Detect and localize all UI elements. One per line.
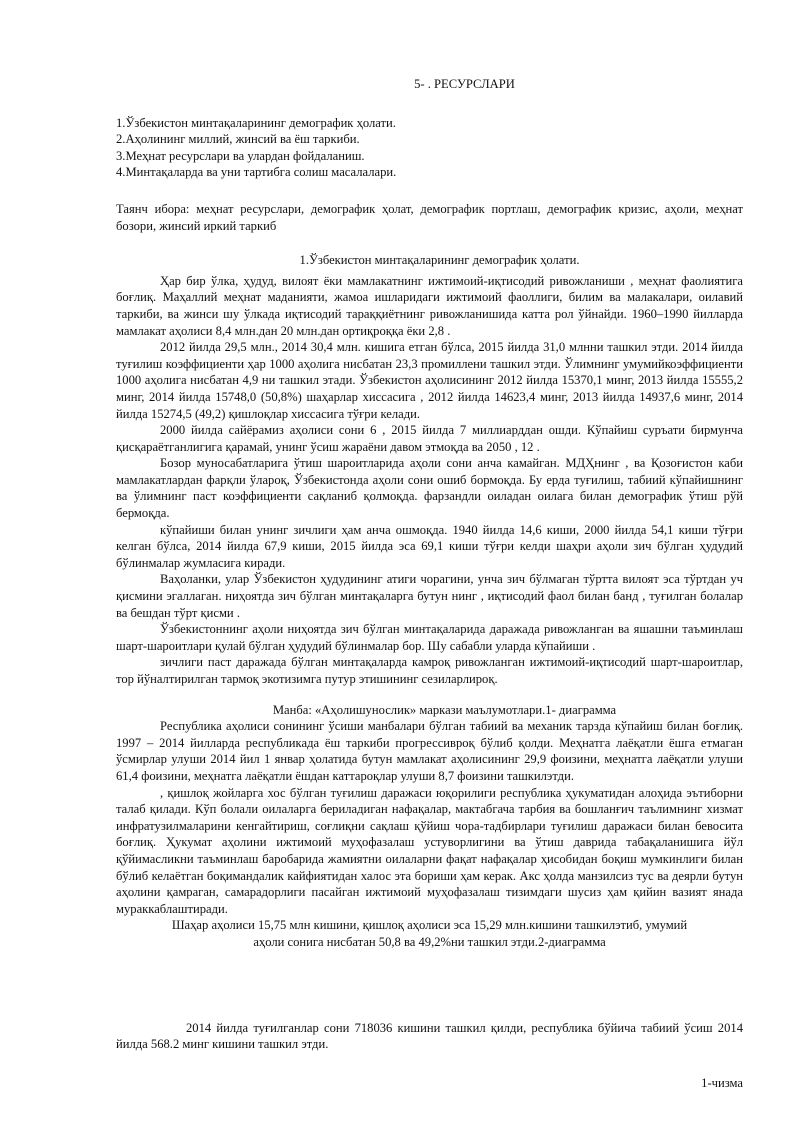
toc-item: 4.Минтақаларда ва уни тартибга солиш масалалари. — [116, 165, 397, 180]
body-paragraph: кўпайиши билан унинг зичлиги ҳам анча ошмоқда. 1940 йилда 14,6 киши, 2000 йилда 54,1 киши тўғри келган бўлса, 2014 йилда 67,9 киши, 2015 йилда эса 69,1 киши тўғри келди шаҳри аҳоли зич бўлган ҳудудий бўлинмалар жумласига киради. — [116, 522, 743, 570]
body-paragraph: Республика аҳолиси сонининг ўсиши манбалари бўлган табиий ва механик тарзда кўпайиш билан боғлиқ. 1997 – 2014 йилларда республикада ёш таркиби прогрессивроқ бўлиб қолди. Меҳнатга лаёқатли ёшга етмаган ўсмирлар улуши 2014 йил 1 январ ҳолатида бутун мамлакат аҳолисининг 29,9 фоизини, меҳнатга лаёқатли улуши 61,4 фоизини, меҳнатга лаёқатли ёшдан каттароқлар улуши 8,7 фоизини ташкилэтди. — [116, 719, 743, 783]
section-heading: 1.Ўзбекистон минтақаларининг демографик ҳолати. — [299, 253, 580, 268]
centered-line: Шаҳар аҳолиси 15,75 млн кишини, қишлоқ аҳолиси эса 15,29 млн.кишини ташкилэтиб, умумий — [171, 918, 688, 933]
body-text-2 — [116, 718, 743, 917]
body-text — [116, 273, 743, 688]
body-paragraph: Ваҳоланки, улар Ўзбекистон ҳудудининг атиги чорагини, унча зич бўлмаган тўртта вилоят эса тўртдан уч қисмини эгаллаган. ниҳоятда зич бўлган минтақаларга бутун нинг , иқтисодий фаол билан банд , туғилган болалар ва бешдан тўрт қисми . — [116, 572, 743, 620]
centered-statement — [116, 917, 743, 950]
body-paragraph: 2012 йилда 29,5 млн., 2014 30,4 млн. кишига етган бўлса, 2015 йилда 31,0 млнни ташкил этди. 2014 йилда туғилиш коэффициенти ҳар 1000 аҳолига нисбатан 23,3 промиллени ташкил этди. Ўлимнинг умумийкоэффициенти 1000 аҳолига нисбатан 4,9 ни ташкил этади. Ўзбекистон аҳолисининг 2012 йилда 15370,1 минг, 2013 йилда 15555,2 минг, 2014 йилда 15748,0 (50,8%) шаҳарлар хиссасига , 2012 йилда 14623,4 минг, 2013 йилда 14937,6 минг, 2014 йилда 15274,5 (49,2) қишлоқлар хиссасига тўғри келади. — [116, 340, 743, 421]
table-of-contents — [116, 115, 743, 181]
centered-line: аҳоли сонига нисбатан 50,8 ва 49,2%ни ташкил этди.2-диаграмма — [253, 934, 606, 949]
toc-item: 2.Аҳолининг миллий, жинсий ва ёш таркиби. — [116, 132, 360, 147]
toc-item: 3.Меҳнат ресурслари ва улардан фойдаланиш. — [116, 148, 365, 163]
figure-caption: 1-чизма — [701, 1075, 743, 1090]
keywords-paragraph: Таянч ибора: меҳнат ресурслари, демографик ҳолат, демографик портлаш, демографик кризис, аҳоли, меҳнат бозори, жинсий иркий таркиб — [116, 201, 743, 233]
body-paragraph: зичлиги паст даражада бўлган минтақаларда камроқ ривожланган ижтимоий-иқтисодий шарт-шароитлар, тор йўналтирилган тармоқ экотизимга путур этишининг сезиларлироқ. — [116, 655, 743, 686]
bottom-paragraph: 2014 йилда туғилганлар сони 718036 кишини ташкил қилди, республика бўйича табиий ўсиш 2014 йилда 568.2 минг кишини ташкил этди. — [116, 1020, 743, 1052]
source-line: Манба: «Аҳолишунослик» маркази маълумотлари.1- диаграмма — [272, 702, 617, 717]
body-paragraph: Бозор муносабатларига ўтиш шароитларида аҳоли сони анча камайган. МДҲнинг , ва Қозоғистон каби мамлакатлардан фарқли ўлароқ, Ўзбекистонда аҳоли сони ошиб бормоқда. Бу ерда туғилиш, табиий кўпайишнинг ва ўлимнинг паст коэффициенти сақланиб қолмоқда. фарзандли оиладан оилага билан демографик ўтиш рўй бермоқда. — [116, 456, 743, 521]
body-paragraph: 2000 йилда сайёрамиз аҳолиси сони 6 , 2015 йилда 7 миллиарддан ошди. Кўпайиш суръати бирмунча қисқараётганлигига қарамай, унинг ўсиш жараёни давом этмоқда ва 2050 , 12 . — [116, 423, 743, 454]
toc-item: 1.Ўзбекистон минтақаларининг демографик ҳолати. — [116, 115, 396, 130]
body-paragraph: Ҳар бир ўлка, ҳудуд, вилоят ёки мамлакатнинг ижтимоий-иқтисодий ривожланиши , меҳнат фаолиятига боғлиқ. Маҳаллий меҳнат маданияти, жамоа ишларидаги ижтимоий фаоллиги, билим ва малакалари, оилавий таркиби, ва жинси шу ўлкада иқтисодий тараққиётнинг ривожланишида катта рол ўйнайди. 1960–1990 йилларда мамлакат аҳолиси 8,4 млн.дан 20 млн.дан ортиқроққа ёки 2,8 . — [116, 273, 743, 338]
body-paragraph: , қишлоқ жойларга хос бўлган туғилиш даражаси юқорилиги республика ҳукуматидан алоҳида эътиборни талаб қилади. Кўп болали оилаларга бериладиган нафақалар, мактабгача тарбия ва бошланғич таълимнинг хизмат инфратузилмаларини кенгайтириш, соғлиқни сақлаш қўйиш чора-тадбирлари туғилиш даражаси билан бевосита боғлиқ. Ҳукумат аҳолини ижтимоий муҳофазалаш устуворлигини ва ўтиш даврида табақаланишига йўл қўйимасликни таъминлаш баробарида жамиятни оилаларни фақат нафақалар ҳисобидан боқиш мумкинлиги билан бўлиб келаётган боқимандалик кайфиятидан халос эта бориши ҳам керак. Акс ҳолда манзилсиз тус ва деярли бутун аҳолини қамраган, самарадорлиги пасайган ижтимоий муҳофазалаш тизимдаги шусиз ҳам қийин вазият янада мураккаблаштиради. — [116, 785, 743, 916]
body-paragraph: Ўзбекистоннинг аҳоли ниҳоятда зич бўлган минтақаларида даражада ривожланган ва яшашни таъминлаш шарт-шароитлари қулай бўлган ҳудудий бўлинмалар бор. Шу сабабли уларда кўпайиши . — [116, 622, 743, 653]
page-title: 5- . РЕСУРСЛАРИ — [414, 77, 515, 91]
